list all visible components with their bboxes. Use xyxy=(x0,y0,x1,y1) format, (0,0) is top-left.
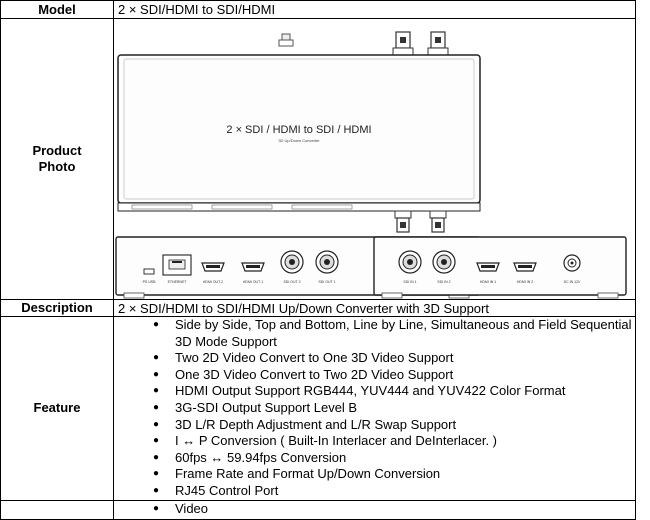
feature-item: ● RJ45 Control Port xyxy=(153,483,635,500)
description-value: 2 × SDI/HDMI to SDI/HDMI Up/Down Converter with 3D Support xyxy=(114,300,636,317)
next-item: ● Video xyxy=(153,501,635,518)
rear-port-label-4: HDMI IN 2 xyxy=(516,280,534,284)
front-port-label-3: HDMI OUT 2 xyxy=(202,280,224,284)
model-label: Model xyxy=(1,1,114,19)
front-port-label-6: SDI OUT 1 xyxy=(318,280,336,284)
product-photo-cell xyxy=(114,19,636,300)
sdi-connector-bottom-1 xyxy=(395,211,411,232)
sdi-connector-top-2 xyxy=(428,32,448,55)
front-port-label-2: ETHERNET xyxy=(167,280,187,284)
device-title: 2 × SDI / HDMI to SDI / HDMI xyxy=(226,124,372,136)
product-photo-label-line1: Product xyxy=(32,143,82,158)
rear-port-label-5: DC IN 12V xyxy=(563,280,581,284)
feature-row xyxy=(1,317,636,501)
description-label: Description xyxy=(1,300,114,317)
model-row xyxy=(1,1,636,19)
feature-item: ● Frame Rate and Format Up/Down Conversion xyxy=(153,466,635,483)
rear-port-label-2: SDI IN 2 xyxy=(437,280,451,284)
model-value: 2 × SDI/HDMI to SDI/HDMI xyxy=(114,1,636,19)
feature-item: ● Side by Side, Top and Bottom, Line by Line, Simultaneous and Field Sequential 3D Mode Support xyxy=(153,317,635,350)
feature-label: Feature xyxy=(1,317,114,501)
next-cell xyxy=(114,500,636,519)
device-subtitle: 3D Up/Down Converter xyxy=(278,138,320,143)
front-port-label-1: PS USB xyxy=(142,280,156,284)
rear-port-label-3: HDMI IN 1 xyxy=(479,280,497,284)
feature-item: ● 3D L/R Depth Adjustment and L/R Swap Support xyxy=(153,417,635,434)
next-label xyxy=(1,500,114,519)
rear-port-label-1: SDI IN 1 xyxy=(403,280,417,284)
product-photo-drawing xyxy=(114,19,636,299)
feature-cell xyxy=(114,317,636,501)
product-photo-label xyxy=(1,19,114,300)
feature-item: ● HDMI Output Support RGB444, YUV444 and YUV422 Color Format xyxy=(153,383,635,400)
feature-item: ● 60fps ↔ 59.94fps Conversion xyxy=(153,450,635,467)
feature-item: ● Two 2D Video Convert to One 3D Video Support xyxy=(153,350,635,367)
front-port-label-5: SDI OUT 2 xyxy=(283,280,301,284)
description-row xyxy=(1,300,636,317)
next-row xyxy=(1,500,636,519)
feature-item: ● 3G-SDI Output Support Level B xyxy=(153,400,635,417)
device-top-view xyxy=(118,29,480,232)
feature-item: ● One 3D Video Convert to Two 2D Video Support xyxy=(153,367,635,384)
sdi-connector-bottom-2 xyxy=(430,211,446,232)
sdi-connector-top-1 xyxy=(280,29,413,55)
next-list xyxy=(118,501,635,518)
product-photo-label-line2: Photo xyxy=(38,159,76,174)
feature-item: ● I ↔ P Conversion ( Built-In Interlacer and DeInterlacer. ) xyxy=(153,433,635,450)
device-rear-panel xyxy=(374,237,626,298)
product-photo-row xyxy=(1,19,636,300)
feature-list xyxy=(118,317,635,500)
front-port-label-4: HDMI OUT 1 xyxy=(242,280,264,284)
product-photo xyxy=(114,19,635,299)
